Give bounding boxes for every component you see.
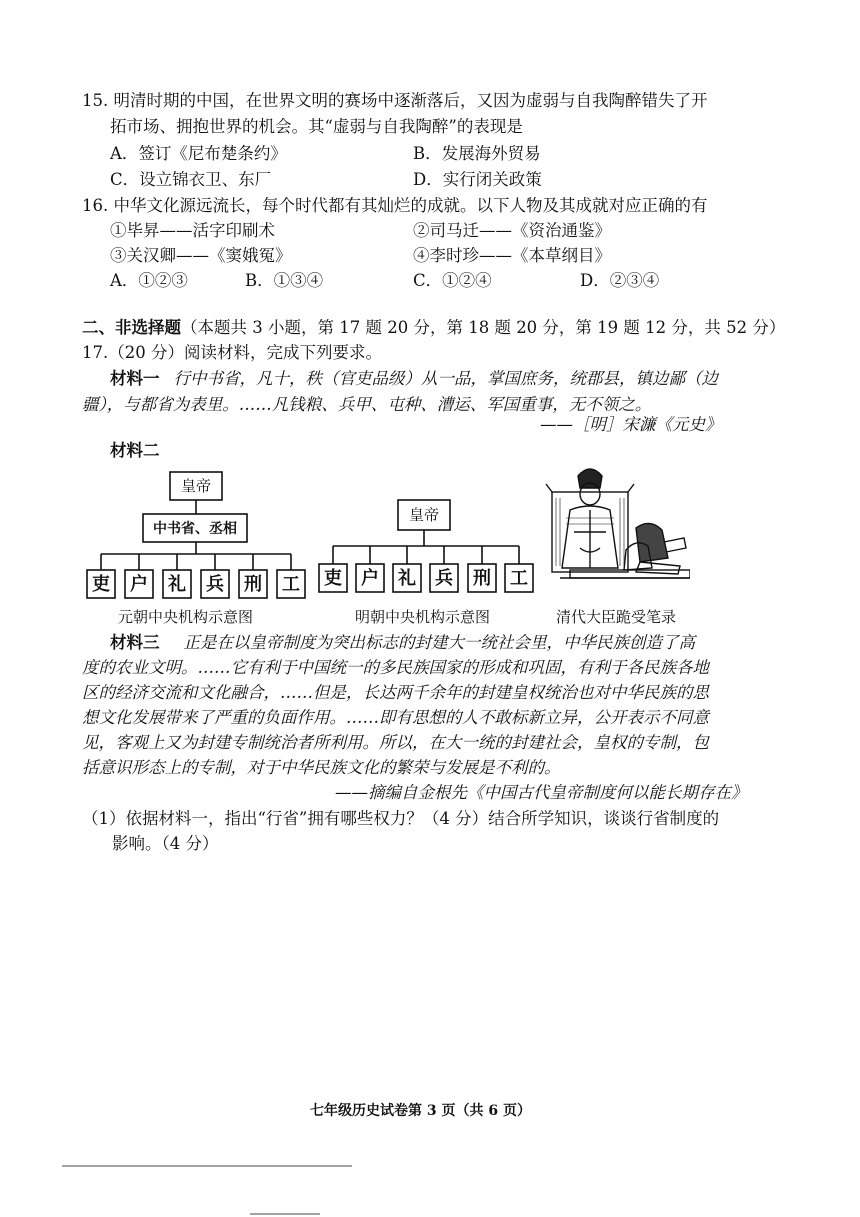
yuan-ministry-box: 刑 bbox=[244, 574, 262, 595]
yuan-ministry-box: 吏 bbox=[92, 574, 110, 595]
material3-line3: 区的经济交流和文化融合，……但是，长达两千余年的封建皇权统治也对中华民族的思 bbox=[82, 683, 709, 702]
yuan-ministry-box: 礼 bbox=[168, 574, 186, 595]
material3-line6: 括意识形态上的专制，对于中华民族文化的繁荣与发展是不利的。 bbox=[82, 758, 561, 777]
footer-scan-rule bbox=[62, 1165, 352, 1167]
qing-illustration-caption: 清代大臣跪受笔录 bbox=[556, 608, 677, 626]
q15-option-a: A．签订《尼布楚条约》 bbox=[110, 144, 287, 163]
q15-option-d: D．实行闭关政策 bbox=[413, 170, 542, 189]
q16-option-c: C．①②④ bbox=[413, 271, 492, 290]
qing-kneeling-minister-illustration bbox=[540, 458, 690, 604]
ming-ministry-box: 礼 bbox=[398, 568, 416, 589]
ming-ministry-box: 吏 bbox=[324, 568, 342, 589]
ming-diagram-caption: 明朝中央机构示意图 bbox=[355, 608, 491, 626]
q15-option-b: B．发展海外贸易 bbox=[413, 144, 541, 163]
q15-option-c: C．设立锦衣卫、东厂 bbox=[110, 170, 272, 189]
q16-option-d: D．②③④ bbox=[580, 271, 660, 290]
q17-header: 17.（20 分）阅读材料，完成下列要求。 bbox=[82, 343, 382, 362]
material3-line1 bbox=[110, 632, 695, 654]
material1-label: 材料一 bbox=[110, 369, 160, 388]
material1-line1 bbox=[110, 368, 718, 390]
material3-line5: 见，客观上又为封建专制统治者所利用。所以，在大一统的封建社会，皇权的专制，包 bbox=[82, 733, 709, 752]
yuan-org-chart bbox=[80, 466, 310, 604]
q16-stem: 16. 中华文化源远流长，每个时代都有其灿烂的成就。以下人物及其成就对应正确的有 bbox=[82, 196, 708, 215]
material1-text1: 行中书省，凡十，秩（官吏品级）从一品，掌国庶务，统郡县，镇边鄙（边 bbox=[173, 369, 718, 388]
yuan-ministry-box: 户 bbox=[130, 574, 148, 595]
material3-source: ——摘编自金根先《中国古代皇帝制度何以能长期存在》 bbox=[335, 783, 748, 802]
yuan-ministry-box: 兵 bbox=[206, 574, 224, 595]
material3-label: 材料三 bbox=[110, 633, 160, 652]
q16-item-2: ②司马迁——《资治通鉴》 bbox=[413, 221, 611, 240]
section2-note: （本题共 3 小题，第 17 题 20 分，第 18 题 20 分，第 19 题 12 分，共 52 分） bbox=[181, 318, 786, 337]
ming-emperor-label: 皇帝 bbox=[408, 506, 440, 524]
material2-label: 材料二 bbox=[110, 441, 160, 460]
section2-heading bbox=[82, 317, 785, 339]
material1-line2: 疆），与都省为表里。……凡钱粮、兵甲、屯种、漕运、军国重事，无不领之。 bbox=[82, 395, 652, 414]
material3-text1: 正是在以皇帝制度为突出标志的封建大一统社会里，中华民族创造了高 bbox=[183, 633, 695, 652]
yuan-emperor-label: 皇帝 bbox=[180, 477, 212, 495]
yuan-diagram-caption: 元朝中央机构示意图 bbox=[118, 608, 254, 626]
q17-sub1-line1: （1）依据材料一，指出“行省”拥有哪些权力？（4 分）结合所学知识，谈谈行省制度的 bbox=[82, 809, 720, 828]
ming-ministry-box: 户 bbox=[361, 568, 379, 589]
material3-line4: 想文化发展带来了严重的负面作用。……即有思想的人不敢标新立异，公开表示不同意 bbox=[82, 708, 709, 727]
q16-item-1: ①毕昇——活字印刷术 bbox=[110, 221, 275, 240]
footer-scan-rule bbox=[250, 1213, 320, 1215]
yuan-ministry-box: 工 bbox=[282, 574, 300, 595]
ming-ministry-box: 兵 bbox=[435, 568, 453, 589]
q16-item-4: ④李时珍——《本草纲目》 bbox=[413, 246, 611, 265]
q16-option-b: B．①③④ bbox=[245, 271, 324, 290]
q16-option-a: A．①②③ bbox=[110, 271, 188, 290]
page-footer: 七年级历史试卷第 3 页（共 6 页） bbox=[310, 1103, 531, 1119]
q16-item-3: ③关汉卿——《窦娥冤》 bbox=[110, 246, 292, 265]
q17-sub1-line2: 影响。（4 分） bbox=[112, 834, 219, 853]
q15-stem-line1: 15. 明清时期的中国，在世界文明的赛场中逐渐落后，又因为虚弱与自我陶醉错失了开 bbox=[82, 91, 708, 110]
q15-stem-line2: 拓市场、拥抱世界的机会。其“虚弱与自我陶醉”的表现是 bbox=[110, 117, 523, 136]
yuan-secretariat-label: 中书省、丞相 bbox=[153, 521, 237, 537]
material3-line2: 度的农业文明。……它有利于中国统一的多民族国家的形成和巩固，有利于各民族各地 bbox=[82, 658, 709, 677]
ming-ministry-box: 刑 bbox=[473, 568, 491, 589]
ming-ministry-box: 工 bbox=[510, 568, 528, 589]
ming-org-chart bbox=[310, 496, 540, 600]
material1-source: ——［明］宋濂《元史》 bbox=[540, 415, 722, 434]
section2-title: 二、非选择题 bbox=[82, 318, 181, 337]
